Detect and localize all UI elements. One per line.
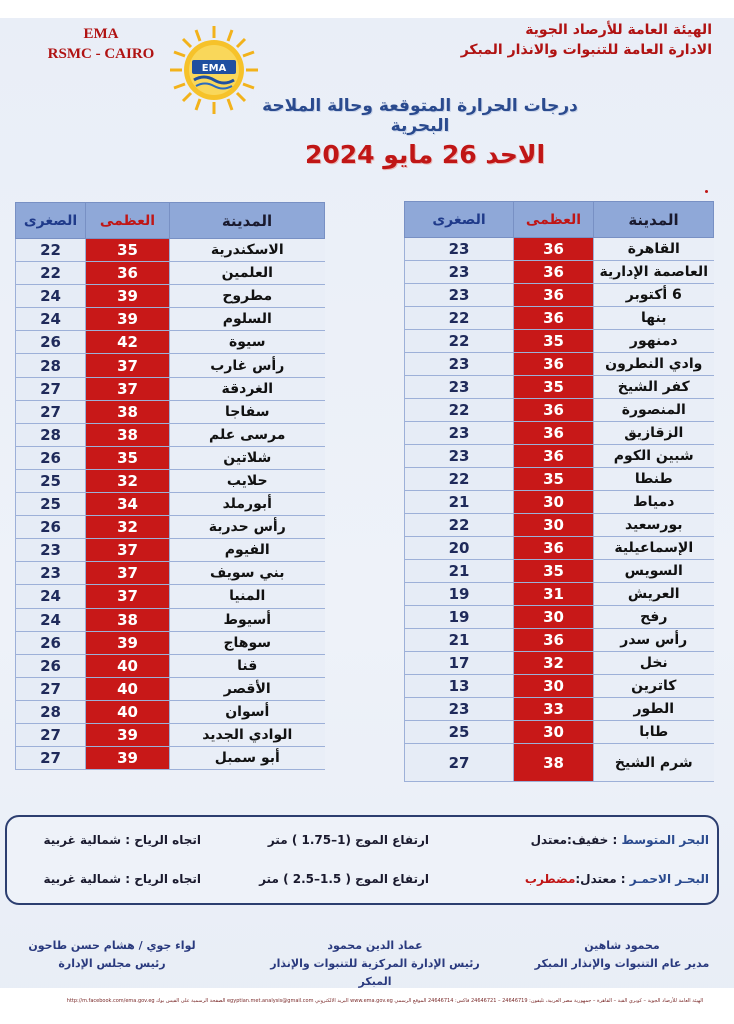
sea-state: خفيف:معتدل [530,833,609,847]
table-row [405,238,714,261]
table-row [16,400,325,423]
table-row [16,608,325,631]
max-temp-cell: 36 [514,422,594,445]
ema-logo-icon [166,22,262,118]
city-cell: المنصورة [594,399,714,422]
table-row [405,606,714,629]
city-cell: العريش [594,583,714,606]
max-temp-cell: 37 [86,377,170,400]
min-temp-cell: 27 [405,744,514,782]
min-temp-cell: 23 [16,562,86,585]
min-temp-cell: 26 [16,331,86,354]
sea-name-red-sea [525,872,709,886]
table-row [405,376,714,399]
max-temp-cell: 35 [514,376,594,399]
min-temp-cell: 24 [16,308,86,331]
max-temp-cell: 30 [514,721,594,744]
min-temp-cell: 27 [16,747,86,770]
max-temp-cell: 40 [86,700,170,723]
city-cell: الوادي الجديد [170,723,325,746]
min-temp-cell: 22 [405,330,514,353]
signature-title: مدير عام التنبوات والإنذار المبكر [534,957,710,970]
max-temp-cell: 30 [514,606,594,629]
city-cell: شبين الكوم [594,445,714,468]
city-cell: بورسعيد [594,514,714,537]
table-row [16,423,325,446]
city-cell: الفيوم [170,539,325,562]
min-temp-cell: 25 [16,493,86,516]
signature-central-head [255,937,495,991]
table-row [405,353,714,376]
min-temp-cell: 22 [405,468,514,491]
min-temp-cell: 25 [16,469,86,492]
max-temp-cell: 39 [86,631,170,654]
min-temp-cell: 28 [16,423,86,446]
header-max: العظمى [514,202,594,238]
table-row [405,307,714,330]
min-temp-cell: 23 [405,376,514,399]
wind-direction-mediterranean: اتجاه الرياح : شمالية غربية [43,833,201,847]
logo-text: EMA [201,63,227,74]
table-row [405,445,714,468]
max-temp-cell: 36 [514,353,594,376]
min-temp-cell: 23 [405,698,514,721]
min-temp-cell: 24 [16,608,86,631]
max-temp-cell: 42 [86,331,170,354]
table-row [16,516,325,539]
signature-chairman [22,937,202,973]
max-temp-cell: 37 [86,562,170,585]
header-max: العظمى [86,203,170,239]
min-temp-cell: 23 [405,261,514,284]
min-temp-cell: 25 [405,721,514,744]
table-row [16,285,325,308]
min-temp-cell: 22 [405,307,514,330]
city-cell: أسيوط [170,608,325,631]
max-temp-cell: 36 [514,307,594,330]
max-temp-cell: 35 [514,330,594,353]
sea-state-extra: مضطرب [524,872,576,886]
max-temp-cell: 40 [86,654,170,677]
max-temp-cell: 36 [86,262,170,285]
min-temp-cell: 28 [16,354,86,377]
min-temp-cell: 23 [405,422,514,445]
city-cell: سيوة [170,331,325,354]
city-cell: كاترين [594,675,714,698]
max-temp-cell: 37 [86,354,170,377]
max-temp-cell: 30 [514,514,594,537]
min-temp-cell: 22 [16,262,86,285]
city-cell: نخل [594,652,714,675]
max-temp-cell: 31 [514,583,594,606]
table-row [16,700,325,723]
min-temp-cell: 22 [405,399,514,422]
city-cell: وادي النطرون [594,353,714,376]
table-row [405,629,714,652]
max-temp-cell: 33 [514,698,594,721]
city-cell: قنا [170,654,325,677]
table-row [16,562,325,585]
min-temp-cell: 22 [405,514,514,537]
max-temp-cell: 34 [86,493,170,516]
table-row [405,537,714,560]
table-row [16,747,325,770]
city-cell: السلوم [170,308,325,331]
wave-height-mediterranean: ارتفاع الموج (1–1.75 ) متر [267,833,429,847]
city-cell: دمياط [594,491,714,514]
city-cell: كفر الشيخ [594,376,714,399]
min-temp-cell: 19 [405,583,514,606]
organization-block [461,20,712,60]
min-temp-cell: 24 [16,285,86,308]
temperature-table-left [15,202,325,770]
max-temp-cell: 38 [514,744,594,782]
table-row [405,560,714,583]
signature-director [532,937,712,973]
sea-label: البحر المتوسط [621,833,709,847]
min-temp-cell: 23 [405,445,514,468]
min-temp-cell: 23 [405,353,514,376]
temperature-table-right [404,201,714,782]
min-temp-cell: 13 [405,675,514,698]
table-row [16,723,325,746]
brand-rsmc: RSMC - CAIRO [47,46,155,62]
table-row [405,583,714,606]
brand-block [36,24,166,64]
min-temp-cell: 21 [405,491,514,514]
table-row [405,514,714,537]
city-cell: الزقازيق [594,422,714,445]
min-temp-cell: 23 [16,539,86,562]
signature-name: لواء جوي / هشام حسن طاحون [28,939,196,952]
org-name: الهيئة العامة للأرصاد الجوية [525,22,712,38]
sea-label: البحـر الاحمـر [629,872,709,886]
city-cell: طنطا [594,468,714,491]
city-cell: الغردقة [170,377,325,400]
min-temp-cell: 19 [405,606,514,629]
max-temp-cell: 36 [514,629,594,652]
page-title: درجات الحرارة المتوقعة وحالة الملاحة البحرية [262,96,578,136]
city-cell: العاصمة الإدارية [594,261,714,284]
sea-row-red-sea [7,872,721,892]
min-temp-cell: 26 [16,446,86,469]
min-temp-cell: 21 [405,560,514,583]
min-temp-cell: 27 [16,400,86,423]
min-temp-cell: 27 [16,377,86,400]
city-cell: طابا [594,721,714,744]
max-temp-cell: 38 [86,400,170,423]
city-cell: مطروح [170,285,325,308]
city-cell: دمنهور [594,330,714,353]
city-cell: بنها [594,307,714,330]
sea-state: معتدل: [575,872,617,886]
table-row [405,284,714,307]
max-temp-cell: 39 [86,308,170,331]
sea-separator: : [616,872,630,886]
sea-separator: : [608,833,622,847]
city-cell: سوهاج [170,631,325,654]
header-min: الصغرى [16,203,86,239]
min-temp-cell: 24 [16,585,86,608]
city-cell: رأس غارب [170,354,325,377]
header-city: المدينة [170,203,325,239]
table-row [405,491,714,514]
table-row [405,698,714,721]
wave-height-red-sea: ارتفاع الموج ( 1.5–2.5 ) متر [259,872,429,886]
max-temp-cell: 30 [514,491,594,514]
table-row [16,677,325,700]
wind-direction-red-sea: اتجاه الرياح : شمالية غربية [43,872,201,886]
table-row [405,468,714,491]
table-row [16,239,325,262]
sea-name-mediterranean [531,833,709,847]
max-temp-cell: 38 [86,608,170,631]
table-row [405,422,714,445]
city-cell: مرسى علم [170,423,325,446]
sea-conditions-box [5,815,719,905]
signature-title: رئيس الإدارة المركزية للتنبوات والإنذار المبكر [270,957,480,988]
city-cell: الاسكندرية [170,239,325,262]
min-temp-cell: 26 [16,516,86,539]
footer-contact-text: الهيئة العامة للأرصاد الجوية – كوبري القبة – القاهرة – جمهورية مصر العربية، تليفون: 24646719 – 24646721 فاكس: 24646714 الموقع الرسمي www.ema.gov.eg البريد الالكتروني egyptian.met.analysis@gmail.com الصفحة الرسمية على الفيس بوك http://m.facebook.com/ema.gov.eg [66,998,704,1004]
max-temp-cell: 35 [86,446,170,469]
max-temp-cell: 36 [514,537,594,560]
city-cell: الطور [594,698,714,721]
city-cell: السويس [594,560,714,583]
city-cell: 6 أكتوبر [594,284,714,307]
max-temp-cell: 39 [86,747,170,770]
signature-title: رئيس مجلس الإدارة [58,957,166,970]
min-temp-cell: 26 [16,631,86,654]
table-row [16,539,325,562]
city-cell: بني سويف [170,562,325,585]
table-row [16,631,325,654]
min-temp-cell: 21 [405,629,514,652]
city-cell: رأس حدربة [170,516,325,539]
table-row [405,652,714,675]
max-temp-cell: 36 [514,261,594,284]
max-temp-cell: 35 [514,468,594,491]
max-temp-cell: 38 [86,423,170,446]
table-header-row [16,203,325,239]
table-row [405,330,714,353]
min-temp-cell: 20 [405,537,514,560]
table-row [16,377,325,400]
table-row [405,261,714,284]
table-row [16,585,325,608]
table-row [16,308,325,331]
city-cell: رأس سدر [594,629,714,652]
table-row [16,469,325,492]
min-temp-cell: 23 [405,238,514,261]
city-cell: الإسماعيلية [594,537,714,560]
table-row [405,675,714,698]
table-row [16,493,325,516]
city-cell: رفح [594,606,714,629]
city-cell: المنيا [170,585,325,608]
signature-name: عماد الدين محمود [327,939,423,952]
table-row [405,744,714,782]
table-row [16,654,325,677]
max-temp-cell: 36 [514,238,594,261]
min-temp-cell: 28 [16,700,86,723]
min-temp-cell: 26 [16,654,86,677]
footer [0,988,734,1024]
table-row [16,354,325,377]
city-cell: سفاجا [170,400,325,423]
max-temp-cell: 39 [86,723,170,746]
table-header-row [405,202,714,238]
min-temp-cell: 17 [405,652,514,675]
max-temp-cell: 36 [514,284,594,307]
max-temp-cell: 39 [86,285,170,308]
max-temp-cell: 36 [514,445,594,468]
city-cell: الأقصر [170,677,325,700]
city-cell: شلاتين [170,446,325,469]
city-cell: شرم الشيخ [594,744,714,782]
brand-ema: EMA [83,26,119,42]
max-temp-cell: 32 [86,516,170,539]
min-temp-cell: 23 [405,284,514,307]
table-row [16,331,325,354]
city-cell: أسوان [170,700,325,723]
table-row [16,262,325,285]
min-temp-cell: 22 [16,239,86,262]
min-temp-cell: 27 [16,723,86,746]
sea-row-mediterranean [7,833,721,853]
city-cell: القاهرة [594,238,714,261]
max-temp-cell: 35 [514,560,594,583]
max-temp-cell: 36 [514,399,594,422]
table-row [16,446,325,469]
forecast-date: الاحد 26 مايو 2024 [304,140,546,169]
max-temp-cell: 30 [514,675,594,698]
max-temp-cell: 40 [86,677,170,700]
max-temp-cell: 37 [86,585,170,608]
table-row [405,721,714,744]
city-cell: العلمين [170,262,325,285]
max-temp-cell: 35 [86,239,170,262]
min-temp-cell: 27 [16,677,86,700]
decorative-dot [705,190,708,193]
city-cell: أبو سمبل [170,747,325,770]
max-temp-cell: 32 [86,469,170,492]
city-cell: أبورملد [170,493,325,516]
top-margin [0,0,734,18]
city-cell: حلايب [170,469,325,492]
header-min: الصغرى [405,202,514,238]
max-temp-cell: 37 [86,539,170,562]
org-department: الادارة العامة للتنبوات والانذار المبكر [460,42,712,58]
header-city: المدينة [594,202,714,238]
signature-name: محمود شاهين [584,939,660,952]
table-row [405,399,714,422]
max-temp-cell: 32 [514,652,594,675]
